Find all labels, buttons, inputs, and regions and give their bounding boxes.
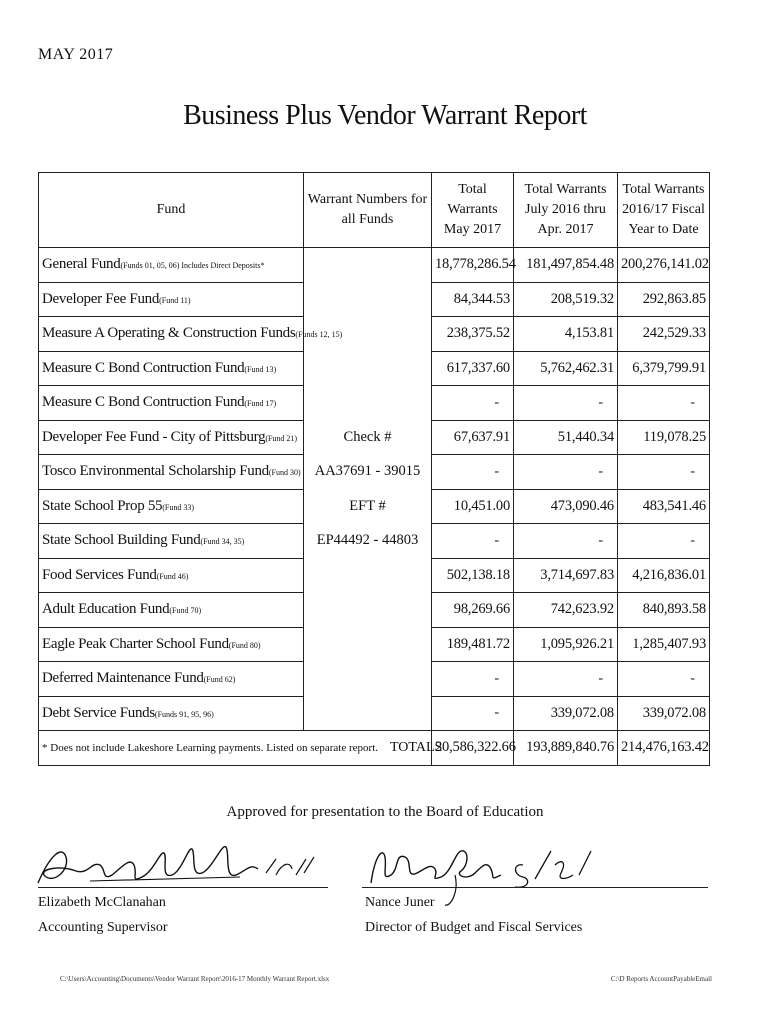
fund-name-cell (39, 317, 343, 352)
report-date: MAY 2017 (38, 46, 114, 63)
fund-name: Deferred Maintenance Fund (42, 670, 204, 687)
fund-name: Developer Fee Fund (42, 290, 160, 307)
july-apr-value: 5,762,462.31 (514, 351, 618, 386)
fund-name-cell (39, 696, 304, 731)
may-value: - (432, 455, 514, 490)
fund-name-cell (39, 489, 304, 524)
warrant-numbers-cell (304, 524, 432, 559)
fund-name-cell (39, 524, 304, 559)
report-title: Business Plus Vendor Warrant Report (183, 100, 587, 131)
table-row (39, 420, 710, 455)
table-row (39, 248, 710, 283)
may-value: 18,778,286.54 (432, 248, 514, 283)
warrant-numbers-cell (304, 696, 432, 731)
warrant-numbers-cell (304, 627, 432, 662)
ytd-value: 200,276,141.02 (618, 248, 710, 283)
ytd-value: - (618, 524, 710, 559)
july-apr-value: 742,623.92 (514, 593, 618, 628)
eft-range: EP44492 - 44803 (316, 532, 419, 549)
ytd-value: - (618, 386, 710, 421)
fund-name: Measure A Operating & Construction Funds (42, 325, 296, 342)
fund-name: Debt Service Funds (42, 704, 155, 721)
fund-note: (Funds 91, 95, 96) (154, 709, 214, 719)
may-value: 502,138.18 (432, 558, 514, 593)
eft-label: EFT # (349, 497, 386, 514)
header-fund: Fund (39, 173, 304, 248)
ytd-value: 292,863.85 (618, 282, 710, 317)
footer-file-path: C:\Users\Accounting\Documents\Vendor Warrant Report\2016-17 Monthly Warrant Report.xlsx (60, 975, 330, 983)
table-row (39, 558, 710, 593)
header-warrant-numbers: Warrant Numbers for all Funds (304, 173, 432, 248)
may-value: - (432, 524, 514, 559)
fund-name-cell (39, 282, 304, 317)
july-apr-value: 473,090.46 (514, 489, 618, 524)
july-apr-value: - (514, 524, 618, 559)
ytd-value: - (618, 662, 710, 697)
fund-name: State School Prop 55 (42, 497, 163, 514)
signer-title-right: Director of Budget and Fiscal Services (365, 920, 583, 935)
may-value: 84,344.53 (432, 282, 514, 317)
fund-name-cell (39, 662, 304, 697)
warrant-numbers-cell (304, 455, 432, 490)
fund-name-cell (39, 386, 304, 421)
totals-may: 20,586,322.66 (432, 731, 514, 766)
table-row (39, 317, 710, 352)
header-total-july-apr: Total Warrants July 2016 thru Apr. 2017 (514, 173, 618, 248)
ytd-value: 119,078.25 (618, 420, 710, 455)
may-value: 189,481.72 (432, 627, 514, 662)
fund-note: (Funds 12, 15) (295, 330, 343, 340)
totals-note: * Does not include Lakeshore Learning payments. Listed on separate report. (42, 741, 378, 754)
footer-report-path: C:\D Reports AccountPayableEmail (610, 975, 712, 983)
signature-line-right (362, 887, 708, 888)
july-apr-value: 51,440.34 (514, 420, 618, 455)
fund-name: Developer Fee Fund - City of Pittsburg (42, 428, 266, 445)
july-apr-value: - (514, 662, 618, 697)
table-header-row (39, 173, 710, 248)
ytd-value: 1,285,407.93 (618, 627, 710, 662)
july-apr-value: 181,497,854.48 (514, 248, 618, 283)
ytd-value: 339,072.08 (618, 696, 710, 731)
fund-name-cell (39, 351, 304, 386)
signer-title-left: Accounting Supervisor (38, 920, 168, 935)
warrant-numbers-cell (304, 282, 432, 317)
fund-note: (Fund 34, 35) (200, 537, 245, 547)
warrant-numbers-cell (304, 386, 432, 421)
header-total-may: Total Warrants May 2017 (432, 173, 514, 248)
signature-image-left (30, 835, 320, 895)
warrant-numbers-cell (304, 248, 432, 283)
totals-note-cell (39, 731, 443, 766)
fund-name-cell (39, 420, 304, 455)
july-apr-value: 339,072.08 (514, 696, 618, 731)
table-row (39, 524, 710, 559)
table-row (39, 489, 710, 524)
fund-note: (Fund 13) (244, 364, 277, 374)
warrant-numbers-cell (304, 351, 432, 386)
warrant-numbers-cell (304, 558, 432, 593)
july-apr-value: 3,714,697.83 (514, 558, 618, 593)
may-value: - (432, 662, 514, 697)
fund-note: (Fund 70) (169, 606, 202, 616)
may-value: 238,375.52 (432, 317, 514, 352)
may-value: - (432, 386, 514, 421)
check-range: AA37691 - 39015 (314, 463, 421, 480)
fund-note: (Fund 62) (203, 675, 236, 685)
warrant-numbers-cell (304, 593, 432, 628)
check-label: Check # (343, 428, 392, 445)
table-row (39, 282, 710, 317)
table-body (39, 248, 710, 731)
table-row (39, 662, 710, 697)
fund-note: (Fund 30) (268, 468, 301, 478)
table-row (39, 455, 710, 490)
fund-note: (Fund 33) (162, 502, 195, 512)
july-apr-value: 1,095,926.21 (514, 627, 618, 662)
fund-note: (Funds 01, 05, 06) Includes Direct Deposits* (120, 261, 265, 271)
fund-note: (Fund 21) (265, 433, 298, 443)
fund-note: (Fund 11) (159, 295, 191, 305)
totals-ytd: 214,476,163.42 (618, 731, 710, 766)
header-total-ytd: Total Warrants 2016/17 Fiscal Year to Date (618, 173, 710, 248)
fund-name-cell (39, 455, 304, 490)
fund-name-cell (39, 593, 304, 628)
fund-name: Food Services Fund (42, 566, 157, 583)
table-row (39, 351, 710, 386)
warrant-numbers-cell (304, 420, 432, 455)
july-apr-value: 208,519.32 (514, 282, 618, 317)
table-row (39, 386, 710, 421)
may-value: 98,269.66 (432, 593, 514, 628)
table-row (39, 593, 710, 628)
table-row (39, 696, 710, 731)
fund-name: Tosco Environmental Scholarship Fund (42, 463, 269, 480)
totals-row (39, 731, 710, 766)
ytd-value: 840,893.58 (618, 593, 710, 628)
signer-name-left: Elizabeth McClanahan (38, 895, 166, 910)
fund-note: (Fund 46) (156, 571, 189, 581)
fund-name: State School Building Fund (42, 532, 201, 549)
ytd-value: 242,529.33 (618, 317, 710, 352)
may-value: 10,451.00 (432, 489, 514, 524)
ytd-value: 4,216,836.01 (618, 558, 710, 593)
warrant-numbers-cell (304, 662, 432, 697)
table-row (39, 627, 710, 662)
may-value: 617,337.60 (432, 351, 514, 386)
fund-name: Measure C Bond Contruction Fund (42, 359, 245, 376)
july-apr-value: - (514, 386, 618, 421)
approval-statement: Approved for presentation to the Board of Education (226, 804, 544, 820)
fund-name: Adult Education Fund (42, 601, 170, 618)
fund-name: Measure C Bond Contruction Fund (42, 394, 245, 411)
warrant-numbers-cell (304, 489, 432, 524)
fund-name: General Fund (42, 256, 121, 273)
fund-note: (Fund 17) (244, 399, 277, 409)
fund-name-cell (39, 558, 304, 593)
warrant-table (38, 172, 710, 766)
fund-note: (Fund 80) (228, 640, 261, 650)
signature-line-left (38, 887, 328, 888)
ytd-value: - (618, 455, 710, 490)
totals-label: TOTALS (390, 739, 443, 755)
fund-name: Eagle Peak Charter School Fund (42, 635, 229, 652)
totals-july-apr: 193,889,840.76 (514, 731, 618, 766)
signer-name-right: Nance Juner (365, 895, 435, 910)
july-apr-value: - (514, 455, 618, 490)
fund-name-cell (39, 248, 304, 283)
july-apr-value: 4,153.81 (514, 317, 618, 352)
may-value: 67,637.91 (432, 420, 514, 455)
may-value: - (432, 696, 514, 731)
ytd-value: 483,541.46 (618, 489, 710, 524)
ytd-value: 6,379,799.91 (618, 351, 710, 386)
fund-name-cell (39, 627, 304, 662)
